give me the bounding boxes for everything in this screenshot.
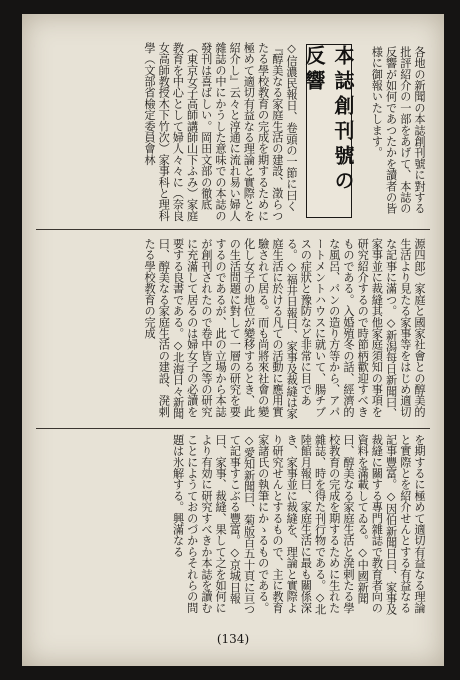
title-box: [302, 44, 355, 218]
page-number: (134): [216, 632, 250, 646]
body-text-middle: 源四郎）家庭と國家社會との醇美的生活より見たる家事等をはじめ適切な記事に滿つ。◇新潟每日新聞曰、家事並に裁縫其他家庭須知の事項を研究紹介するので時節柄歡迎すべきものである。入婚殖冬の話、經濟的な風呂、パンの造り方等から、アパートメントハウスに就いて、腸チブスの症狀と豫防など非常に目である。◇福井日報曰、家事及裁縫は家庭生活に於ける凡ての活動に應用實驗されて居る。而も尚將來社會の變化し女子の地位が變移するとき、此の生活問題に對して一層の研究を要するのであるが、此の立場から本誌が創刊されたので卷中皆之等の研究に充滿して居るのは婦女子の必讀を要する良書である。◇北海日々新聞曰、醇美なる家庭生活の建設、溌剌たる學校教育の完成: [143, 238, 426, 419]
article-title: 本誌創刊號の反響: [302, 45, 355, 195]
body-text-bottom: を期するに極めて適切有益なる理論と實際とを紹介せんとする有益なる記事豐富。◇因伯新聞日曰、家事及裁縫に關する專門雜誌で教育者向の資料を滿載してゐる。◇中國新聞曰、醇美なる家庭生活と溌剌たる學校教育の完成を期するために生れた雜誌、時を得た刊行物である。◇北陸館月報曰、家庭生活に最も關係深き、家事並に裁縫を、理論と實際より研究せんとするもので、主に教育家諸氏の執筆にかゝるものである。◇愛知新聞曰、菊版百五十頁に亘つて記事すこぶる豐富。◇京城日報曰、家事、裁縫、果して之を如何により有効に研究すべきか本誌を讀むことにようておのづからそれらの問題は氷解する。興滿なる: [171, 434, 426, 615]
section-divider: [36, 229, 430, 230]
document-page: [22, 14, 444, 666]
body-text-top: ◇信濃民報日、卷頭の一節に曰く『醇美なる家庭生活の建設、澂らつたる學校教育の完成を期するために極めて適切有益なる理論と實際とを紹介し』云々と淳通に流れ易い婦人雜誌の中にかうした意味での本誌の發刊は喜ばしい。岡田文部の徹底（東京女子高師講師山下ふみ）家庭教育を中心として婦人々々に（奈良女高師教授木下竹次）家事科と理科學（文部省檢定委員會林: [142, 42, 298, 222]
section-divider-2: [36, 428, 430, 429]
intro-paragraph: 各地の新聞の本誌創刊號に對する批評紹介の一部をあげて、本誌の反響が如何であつたかを讀者の皆様に御報いたします。: [370, 46, 426, 214]
